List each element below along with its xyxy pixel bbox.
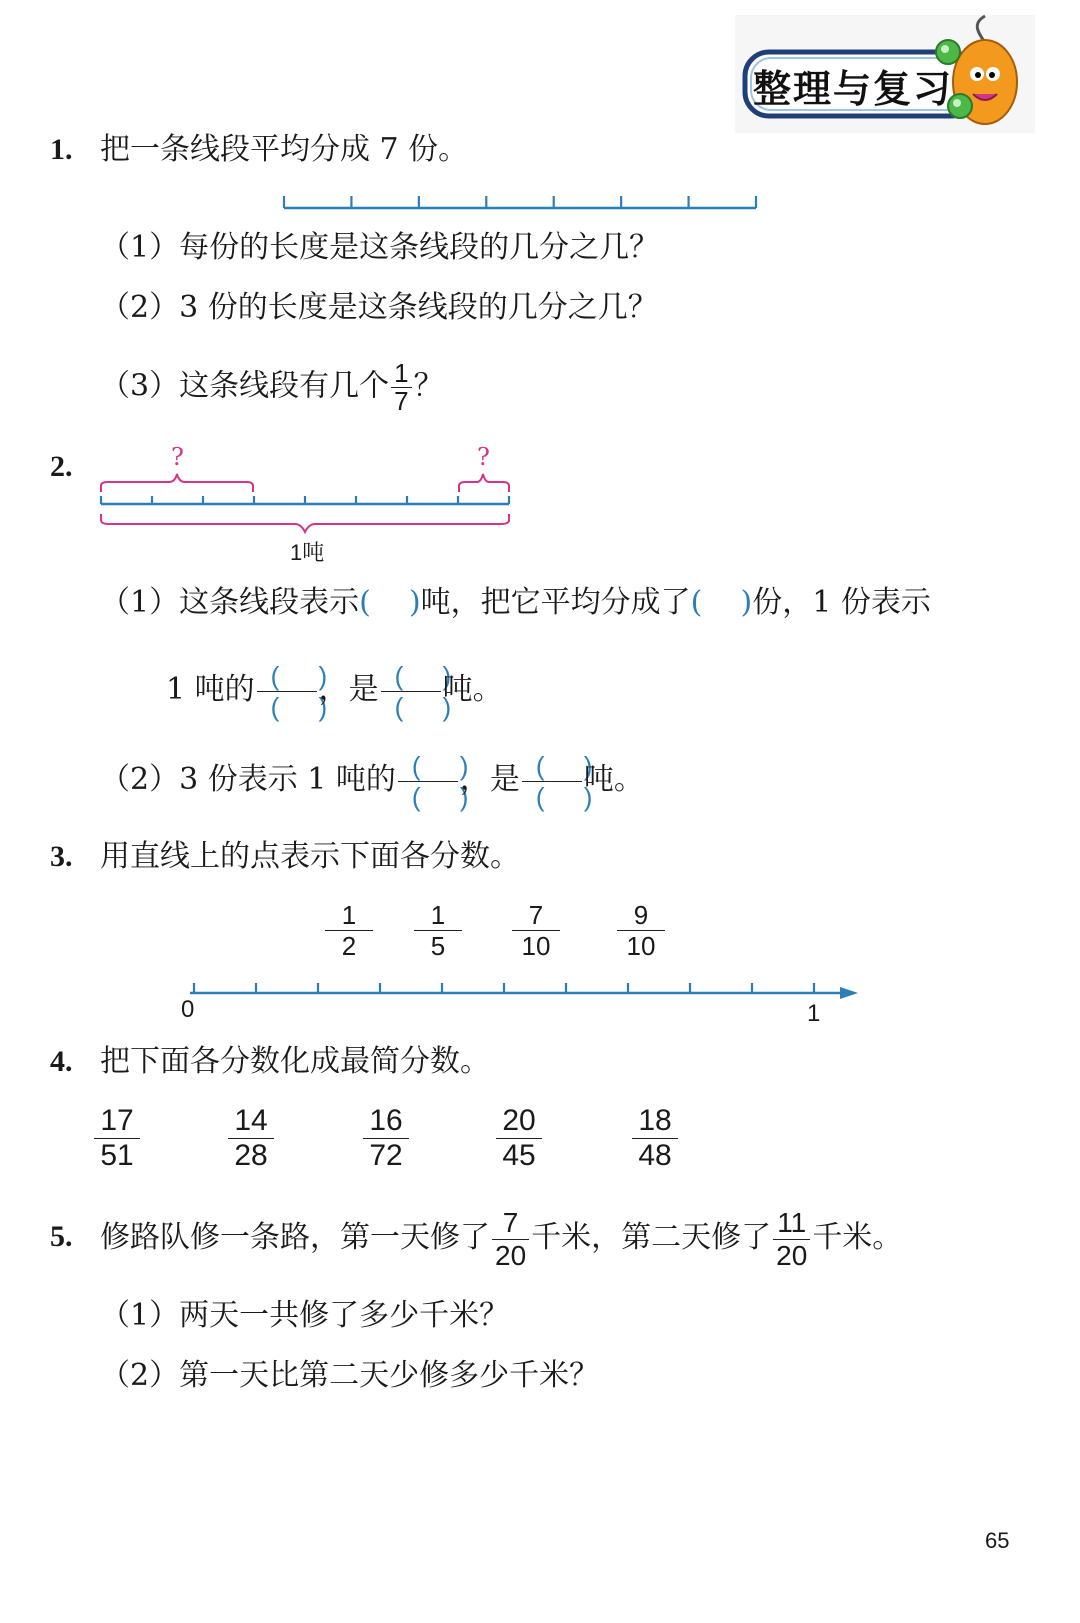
q2-right-question-mark: ? — [477, 443, 490, 471]
fraction-denominator: 10 — [626, 931, 656, 961]
blank-numerator[interactable]: ( ) — [257, 661, 317, 692]
q3-stem: 用直线上的点表示下面各分数。 — [100, 839, 520, 874]
q2-sub2 — [100, 750, 644, 812]
q3-axis-start: 0 — [181, 996, 195, 1023]
fraction-numerator: 16 — [363, 1104, 409, 1139]
q2-sub1-label: （1） — [100, 585, 180, 620]
fraction-numerator: 17 — [94, 1104, 140, 1139]
fraction-denominator: 28 — [234, 1139, 268, 1172]
q2-sub1-text-b: 吨，把它平均分成了 — [420, 585, 691, 620]
fraction-denominator: 2 — [341, 931, 357, 961]
q5-sub1-label: （1） — [100, 1298, 180, 1333]
q5-stem — [100, 1200, 902, 1276]
page-number: 65 — [985, 1528, 1010, 1553]
fraction-denominator: 7 — [394, 386, 409, 416]
header-badge — [735, 10, 1035, 135]
blank-numerator[interactable]: ( ) — [522, 751, 582, 782]
q1-sub3-fraction — [391, 360, 411, 415]
q1-stem: 把一条线段平均分成 7 份。 — [100, 132, 469, 167]
fraction-numerator: 18 — [632, 1104, 678, 1139]
q2-sub2-text-b: ，是 — [459, 762, 520, 797]
q1-sub2 — [100, 288, 658, 328]
q5-stem-a: 修路队修一条路，第一天修了 — [100, 1220, 490, 1255]
q3-number: 3. — [50, 840, 73, 873]
q1-sub3-text: 这条线段有几个 — [179, 368, 390, 404]
fraction-numerator: 14 — [228, 1104, 274, 1139]
answer-blank[interactable]: ( ) — [359, 585, 421, 620]
q5-stem-c: 千米。 — [812, 1220, 903, 1255]
q3-fraction — [617, 900, 665, 961]
q5-fraction-1 — [492, 1207, 529, 1272]
q5-sub2-text: 第一天比第二天少修多少千米？ — [179, 1358, 600, 1393]
q1-sub1-label: （1） — [100, 230, 180, 265]
q2-sub1-line1 — [100, 583, 931, 623]
fraction-denominator: 45 — [502, 1139, 536, 1172]
q4-fraction — [228, 1104, 274, 1173]
fraction-denominator: 20 — [776, 1239, 808, 1271]
q5-fraction-2 — [773, 1207, 810, 1272]
q5-number: 5. — [50, 1220, 73, 1253]
q2-sub2-text-c: 吨。 — [583, 762, 644, 797]
q5-sub1 — [100, 1296, 509, 1336]
blank-fraction[interactable] — [257, 660, 344, 722]
q2-sub1-text-c: 份，1 份表示 — [752, 585, 931, 620]
fraction-denominator: 51 — [100, 1139, 134, 1172]
blank-denominator[interactable]: ( ) — [535, 781, 609, 812]
q2-left-question-mark: ? — [171, 443, 184, 471]
blank-fraction[interactable] — [381, 660, 468, 722]
answer-blank[interactable]: ( ) — [690, 585, 753, 620]
q4-number: 4. — [50, 1045, 73, 1078]
fraction-denominator: 5 — [430, 931, 446, 961]
q1-sub1-text: 每份的长度是这条线段的几分之几？ — [179, 230, 660, 265]
q1-sub2-text: 3 份的长度是这条线段的几分之几？ — [179, 290, 658, 325]
q1-sub2-label: （2） — [100, 290, 180, 325]
blank-denominator[interactable]: ( ) — [270, 691, 344, 722]
q3-number-line — [180, 975, 870, 1015]
blank-denominator[interactable]: ( ) — [394, 691, 468, 722]
fraction-numerator: 1 — [391, 360, 411, 388]
q1-sub3-label: （3） — [100, 368, 180, 404]
q2-sub1-text-a: 这条线段表示 — [179, 585, 360, 620]
q1-sub3-end: ？ — [413, 368, 444, 404]
q4-fraction — [632, 1104, 678, 1173]
fraction-denominator: 10 — [521, 931, 551, 961]
q1-segment-diagram — [280, 190, 760, 214]
fraction-numerator: 7 — [492, 1207, 529, 1240]
q1-sub3 — [100, 360, 444, 415]
q3-fraction — [325, 900, 373, 961]
fraction-denominator: 72 — [369, 1139, 403, 1172]
q2-sub2-label: （2） — [100, 762, 180, 797]
q2-sub1-text-d: 1 吨的 — [166, 672, 255, 707]
q5-sub2-label: （2） — [100, 1358, 180, 1393]
q4-fraction — [496, 1104, 542, 1173]
q5-stem-b: 千米，第二天修了 — [531, 1220, 772, 1255]
blank-fraction[interactable] — [398, 750, 485, 812]
fraction-numerator: 20 — [496, 1104, 542, 1139]
fraction-denominator: 20 — [495, 1239, 527, 1271]
q2-sub1-line2 — [166, 660, 503, 722]
blank-denominator[interactable]: ( ) — [411, 781, 485, 812]
q2-total-label: 1吨 — [290, 540, 325, 565]
q3-axis-end: 1 — [807, 1000, 821, 1027]
q1-number: 1. — [50, 133, 73, 166]
q4-stem: 把下面各分数化成最简分数。 — [100, 1044, 490, 1079]
q4-fraction — [94, 1104, 140, 1173]
q2-number: 2. — [50, 450, 73, 483]
q5-sub1-text: 两天一共修了多少千米？ — [179, 1298, 510, 1333]
fraction-numerator: 9 — [617, 900, 665, 931]
fraction-denominator: 48 — [638, 1139, 672, 1172]
fraction-numerator: 1 — [414, 900, 462, 931]
fraction-numerator: 11 — [773, 1207, 810, 1240]
header-title: 整理与复习 — [753, 66, 954, 111]
q2-sub1-text-e: ，是 — [318, 672, 379, 707]
blank-numerator[interactable]: ( ) — [398, 751, 458, 782]
q2-sub1-text-f: 吨。 — [442, 672, 503, 707]
fraction-numerator: 7 — [512, 900, 560, 931]
q3-fraction — [512, 900, 560, 961]
blank-numerator[interactable]: ( ) — [381, 661, 441, 692]
q4-fraction — [363, 1104, 409, 1173]
fraction-numerator: 1 — [325, 900, 373, 931]
arrow-right-icon — [840, 987, 858, 999]
q3-fraction — [414, 900, 462, 961]
blank-fraction[interactable] — [522, 750, 609, 812]
q2-sub2-text-a: 3 份表示 1 吨的 — [179, 762, 396, 797]
q1-sub1 — [100, 228, 659, 268]
q5-sub2 — [100, 1356, 599, 1396]
